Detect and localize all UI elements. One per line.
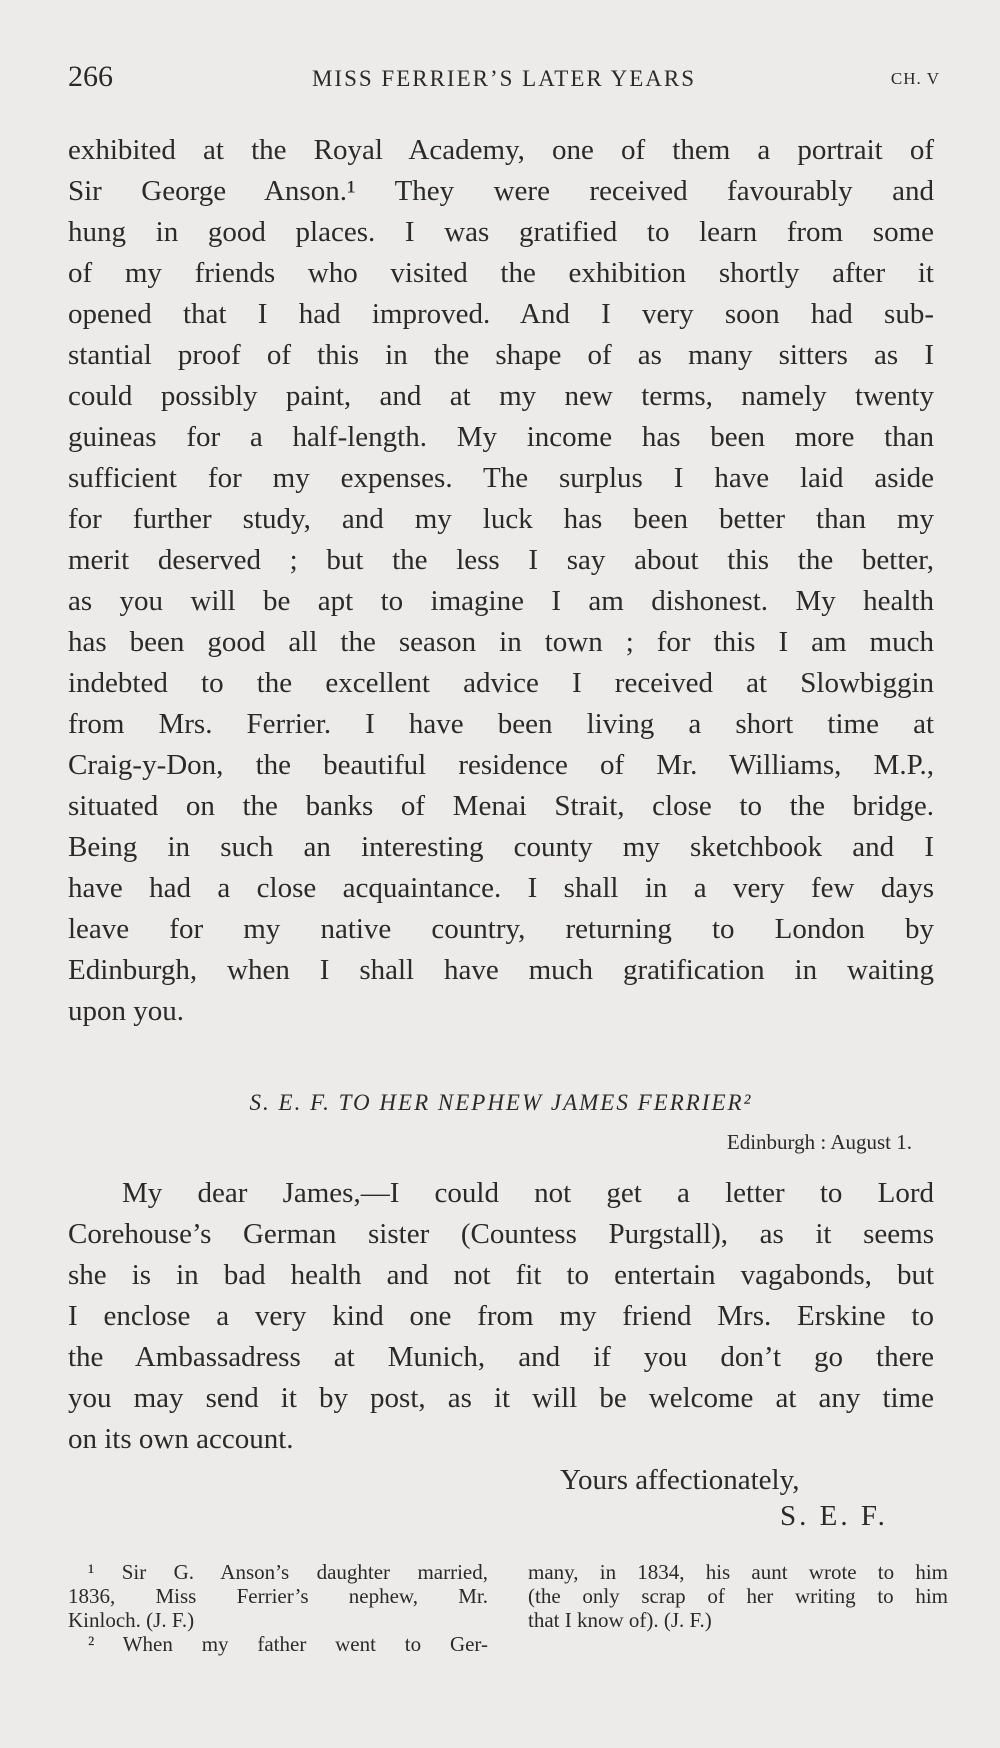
- text-line: Sir George Anson.¹ They were received favourably and: [68, 175, 934, 207]
- text-line: hung in good places. I was gratified to learn from some: [68, 216, 934, 248]
- text-line: Craig-y-Don, the beautiful residence of Mr. Williams, M.P.,: [68, 749, 934, 781]
- text-line: upon you.: [68, 995, 184, 1027]
- letter-dateline: Edinburgh : August 1.: [726, 1130, 912, 1154]
- text-line: opened that I had improved. And I very soon had sub-: [68, 298, 934, 330]
- footnote-line: many, in 1834, his aunt wrote to him: [528, 1560, 948, 1584]
- footnote-line: ¹ Sir G. Anson’s daughter married,: [88, 1560, 488, 1584]
- text-line: indebted to the excellent advice I received at Slowbiggin: [68, 667, 934, 699]
- text-line: on its own account.: [68, 1423, 294, 1455]
- footnote-column-left: [68, 1560, 488, 1656]
- page-number: 266: [68, 60, 113, 93]
- footnote-line: 1836, Miss Ferrier’s nephew, Mr.: [68, 1584, 488, 1608]
- text-line: Corehouse’s German sister (Countess Purgstall), as it seems: [68, 1218, 934, 1250]
- footnote-line: (the only scrap of her writing to him: [528, 1584, 948, 1608]
- text-line: leave for my native country, returning to London by: [68, 913, 934, 945]
- text-line: has been good all the season in town ; for this I am much: [68, 626, 934, 658]
- text-line: could possibly paint, and at my new terms, namely twenty: [68, 380, 934, 412]
- text-line: sufficient for my expenses. The surplus I have laid aside: [68, 462, 934, 494]
- text-line: of my friends who visited the exhibition shortly after it: [68, 257, 934, 289]
- text-line: she is in bad health and not fit to entertain vagabonds, but: [68, 1259, 934, 1291]
- text-line: stantial proof of this in the shape of as many sitters as I: [68, 339, 934, 371]
- text-line: you may send it by post, as it will be welcome at any time: [68, 1382, 934, 1414]
- letter-signature: S. E. F.: [780, 1500, 888, 1532]
- chapter-reference: CH. V: [890, 69, 940, 88]
- letter-body: [68, 1173, 934, 1460]
- running-title: MISS FERRIER’S LATER YEARS: [311, 66, 697, 91]
- footnote-column-right: [528, 1560, 948, 1632]
- text-line: the Ambassadress at Munich, and if you don’t go there: [68, 1341, 934, 1373]
- text-line: My dear James,—I could not get a letter to Lord: [122, 1177, 934, 1209]
- letter-closing: Yours affectionately,: [560, 1464, 800, 1496]
- footnote-line: Kinloch. (J. F.): [68, 1608, 195, 1632]
- text-line: Being in such an interesting county my sketchbook and I: [68, 831, 934, 863]
- footnote-line: ² When my father went to Ger-: [88, 1632, 488, 1656]
- text-line: I enclose a very kind one from my friend Mrs. Erskine to: [68, 1300, 934, 1332]
- text-line: have had a close acquaintance. I shall in a very few days: [68, 872, 934, 904]
- text-line: from Mrs. Ferrier. I have been living a short time at: [68, 708, 934, 740]
- text-line: guineas for a half-length. My income has been more than: [68, 421, 934, 453]
- text-line: as you will be apt to imagine I am dishonest. My health: [68, 585, 934, 617]
- text-line: merit deserved ; but the less I say about this the better,: [68, 544, 934, 576]
- running-head: [68, 60, 940, 100]
- footnote-line: that I know of). (J. F.): [528, 1608, 712, 1632]
- text-line: Edinburgh, when I shall have much gratification in waiting: [68, 954, 934, 986]
- text-line: exhibited at the Royal Academy, one of them a portrait of: [68, 134, 934, 166]
- text-line: situated on the banks of Menai Strait, close to the bridge.: [68, 790, 934, 822]
- letter-continuation: [68, 130, 934, 1032]
- text-line: for further study, and my luck has been better than my: [68, 503, 934, 535]
- letter-heading: S. E. F. TO HER NEPHEW JAMES FERRIER²: [249, 1090, 753, 1115]
